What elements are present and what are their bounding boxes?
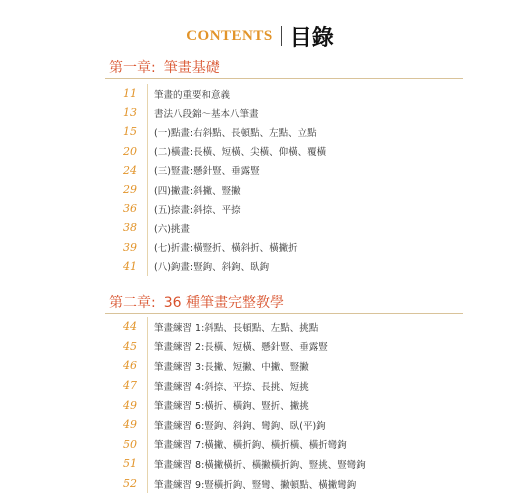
toc-page-number: 38 — [123, 221, 137, 235]
chapter-2-entries — [109, 317, 459, 493]
toc-entry[interactable] — [109, 122, 459, 141]
toc-entry[interactable] — [109, 435, 459, 455]
toc-entry[interactable] — [109, 356, 459, 376]
toc-page-number: 44 — [123, 320, 137, 334]
entry-bar — [147, 356, 148, 376]
entry-bar — [147, 199, 148, 218]
toc-entry-title: (四)撇畫:斜撇、豎撇 — [154, 185, 241, 197]
toc-entry-title: 筆畫練習 8:橫撇橫折、橫撇橫折鉤、豎挑、豎彎鉤 — [154, 459, 366, 471]
entry-bar — [147, 218, 148, 237]
contents-title-chinese: 目錄 — [289, 25, 334, 51]
toc-entry-title: (三)豎畫:懸針豎、垂露豎 — [154, 166, 260, 178]
chapter-1-title: 筆畫基礎 — [163, 60, 220, 76]
toc-entry[interactable] — [109, 454, 459, 474]
toc-entry-title: (五)捺畫:斜捺、平捺 — [154, 204, 241, 216]
entry-bar — [147, 84, 148, 103]
toc-page-number: 15 — [123, 125, 137, 139]
entry-bar — [147, 238, 148, 257]
toc-entry[interactable] — [109, 199, 459, 218]
entry-bar — [147, 435, 148, 455]
toc-entry-title: 筆畫的重要和意義 — [154, 89, 231, 101]
chapter-1-entries — [109, 84, 459, 276]
toc-entry[interactable] — [109, 103, 459, 122]
toc-page-number: 49 — [123, 418, 137, 432]
toc-entry-title: (一)點畫:右斜點、長頓點、左點、立點 — [154, 127, 317, 139]
toc-page-number: 24 — [123, 163, 137, 177]
chapter-2-heading[interactable] — [109, 292, 284, 312]
chapter-2-number: 第二章: — [109, 295, 156, 311]
entry-bar — [147, 103, 148, 122]
entry-bar — [147, 180, 148, 199]
toc-entry-title: 筆畫練習 7:橫撇、橫折鉤、橫折橫、橫折彎鉤 — [154, 440, 347, 452]
toc-page-number: 39 — [123, 240, 137, 254]
toc-entry-title: 筆畫練習 4:斜捺、平捺、長挑、短挑 — [154, 381, 309, 393]
toc-page-number: 11 — [123, 87, 137, 101]
entry-bar — [147, 257, 148, 276]
toc-page-number: 13 — [123, 106, 137, 120]
entry-bar — [147, 454, 148, 474]
chapter-1-rule — [105, 78, 463, 79]
toc-entry[interactable] — [109, 218, 459, 237]
toc-page-number: 41 — [123, 259, 137, 273]
toc-entry[interactable] — [109, 376, 459, 396]
toc-page-number: 50 — [123, 437, 137, 451]
toc-page-number: 46 — [123, 359, 137, 373]
entry-bar — [147, 376, 148, 396]
toc-entry[interactable] — [109, 161, 459, 180]
toc-entry-title: (八)鉤畫:豎鉤、斜鉤、臥鉤 — [154, 262, 270, 274]
toc-entry[interactable] — [109, 142, 459, 161]
toc-page-number: 49 — [123, 398, 137, 412]
title-divider — [281, 26, 282, 46]
toc-page-number: 36 — [123, 202, 137, 216]
chapter-2-rule — [105, 313, 463, 314]
toc-page-number: 51 — [123, 457, 137, 471]
chapter-1-heading[interactable] — [109, 57, 220, 77]
entry-bar — [147, 161, 148, 180]
contents-title-english: CONTENTS — [186, 27, 273, 44]
toc-entry[interactable] — [109, 415, 459, 435]
toc-page-number: 47 — [123, 379, 137, 393]
entry-bar — [147, 474, 148, 494]
toc-page-number: 45 — [123, 339, 137, 353]
toc-entry[interactable] — [109, 395, 459, 415]
toc-entry-title: 筆畫練習 3:長撇、短撇、中撇、豎撇 — [154, 361, 309, 373]
toc-entry-title: 筆畫練習 9:豎橫折鉤、豎彎、撇頓點、橫撇彎鉤 — [154, 479, 357, 491]
toc-entry[interactable] — [109, 84, 459, 103]
toc-entry-title: 書法八段錦～基本八筆畫 — [154, 108, 259, 120]
toc-entry[interactable] — [109, 474, 459, 494]
toc-entry-title: (七)折畫:橫豎折、橫斜折、橫撇折 — [154, 243, 298, 255]
toc-entry[interactable] — [109, 317, 459, 337]
toc-entry[interactable] — [109, 257, 459, 276]
entry-bar — [147, 142, 148, 161]
toc-entry[interactable] — [109, 238, 459, 257]
contents-header — [0, 20, 520, 52]
entry-bar — [147, 122, 148, 141]
toc-page-number: 20 — [123, 144, 137, 158]
chapter-2-title: 36 種筆畫完整教學 — [163, 295, 284, 311]
entry-bar — [147, 415, 148, 435]
toc-entry-title: 筆畫練習 5:橫折、橫鉤、豎折、撇挑 — [154, 401, 309, 413]
toc-entry-title: 筆畫練習 1:斜點、長頓點、左點、挑點 — [154, 322, 319, 334]
toc-entry[interactable] — [109, 337, 459, 357]
entry-bar — [147, 337, 148, 357]
toc-entry[interactable] — [109, 180, 459, 199]
entry-bar — [147, 317, 148, 337]
toc-page-number: 29 — [123, 183, 137, 197]
toc-entry-title: 筆畫練習 6:豎鉤、斜鉤、彎鉤、臥(平)鉤 — [154, 420, 326, 432]
toc-entry-title: 筆畫練習 2:長橫、短橫、懸針豎、垂露豎 — [154, 342, 328, 354]
chapter-1-number: 第一章: — [109, 60, 156, 76]
toc-page-number: 52 — [123, 477, 137, 491]
toc-entry-title: (二)橫畫:長橫、短橫、尖橫、仰橫、覆橫 — [154, 147, 327, 159]
entry-bar — [147, 395, 148, 415]
toc-entry-title: (六)挑畫 — [154, 223, 190, 235]
